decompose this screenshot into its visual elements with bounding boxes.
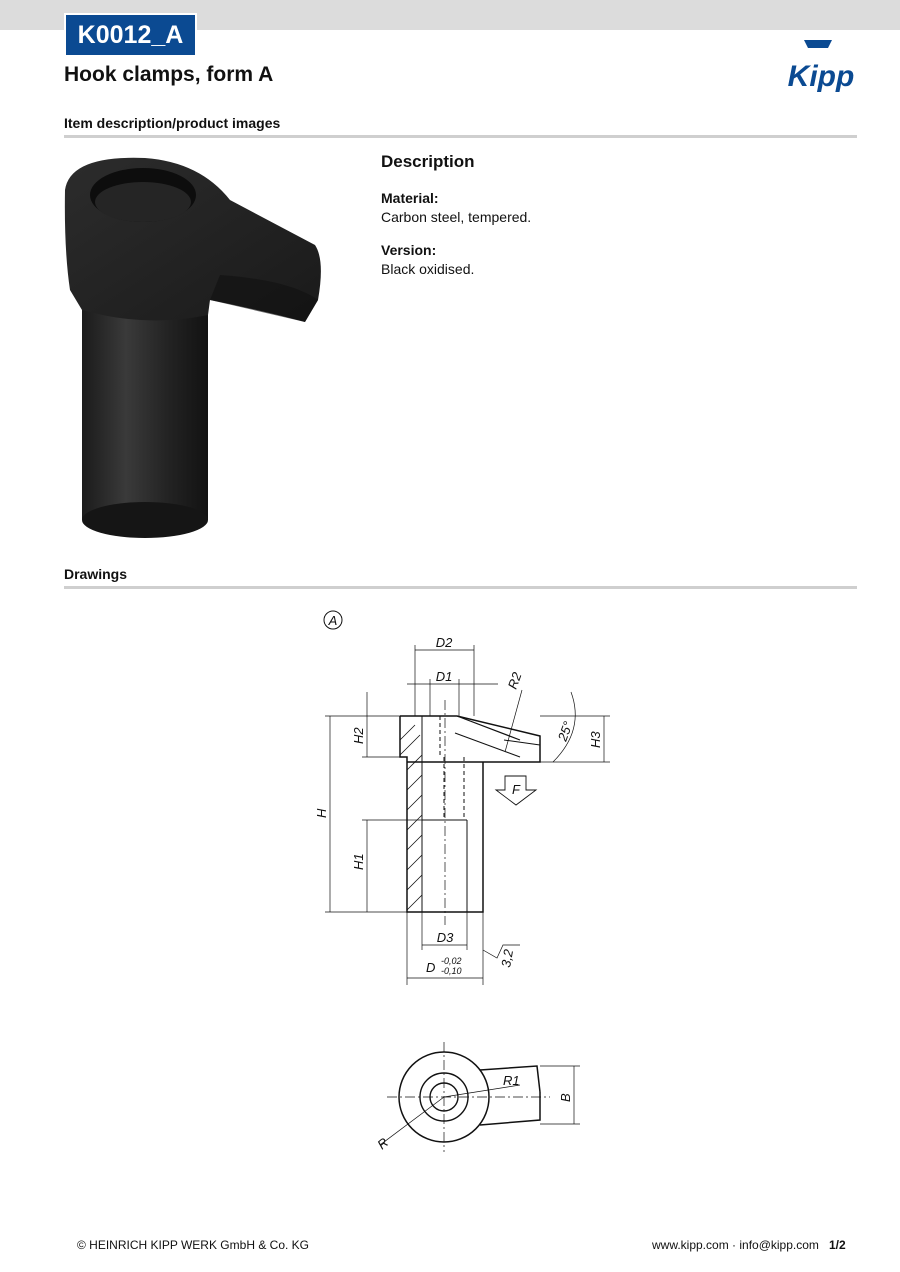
- version-block: [381, 241, 531, 279]
- dim-h2: H2: [351, 727, 366, 744]
- footer-contact: www.kipp.com · info@kipp.com: [652, 1238, 819, 1252]
- divider: [64, 586, 857, 589]
- page-number: 1/2: [829, 1238, 846, 1252]
- form-marker: A: [328, 613, 338, 628]
- dim-r2: R2: [504, 670, 525, 692]
- material-label: Material:: [381, 190, 439, 206]
- dim-angle: 25°: [554, 719, 576, 744]
- product-code-badge: K0012_A: [64, 13, 197, 57]
- dim-h3: H3: [588, 731, 603, 748]
- version-value: Black oxidised.: [381, 261, 475, 277]
- product-image: [60, 150, 330, 550]
- dim-f: F: [512, 782, 520, 797]
- dim-d-tol-lower: -0,10: [441, 966, 462, 976]
- dim-d1: D1: [435, 669, 453, 684]
- logo-text: Kipp: [787, 60, 855, 93]
- footer-copyright: © HEINRICH KIPP WERK GmbH & Co. KG: [77, 1238, 309, 1252]
- page-title: Hook clamps, form A: [64, 63, 274, 86]
- divider: [64, 135, 857, 138]
- technical-drawing: [300, 605, 640, 1165]
- description-panel: [381, 152, 531, 293]
- dim-d: D: [426, 960, 436, 975]
- dim-r1: R1: [503, 1073, 520, 1088]
- version-label: Version:: [381, 242, 437, 258]
- dim-d2: D2: [435, 635, 453, 650]
- kipp-logo: [784, 38, 858, 94]
- section-drawings: Drawings: [64, 566, 128, 582]
- dim-h1: H1: [351, 853, 366, 870]
- dim-b: B: [558, 1093, 573, 1102]
- description-heading: Description: [381, 152, 475, 171]
- dim-roughness: 3,2: [498, 948, 517, 969]
- dim-d3: D3: [436, 930, 454, 945]
- section-item-description: Item description/product images: [64, 115, 281, 131]
- dim-h: H: [314, 808, 329, 818]
- dim-d-tol-upper: -0,02: [441, 956, 462, 966]
- material-block: [381, 189, 531, 227]
- dim-r: R: [374, 1134, 392, 1153]
- material-value: Carbon steel, tempered.: [381, 209, 532, 225]
